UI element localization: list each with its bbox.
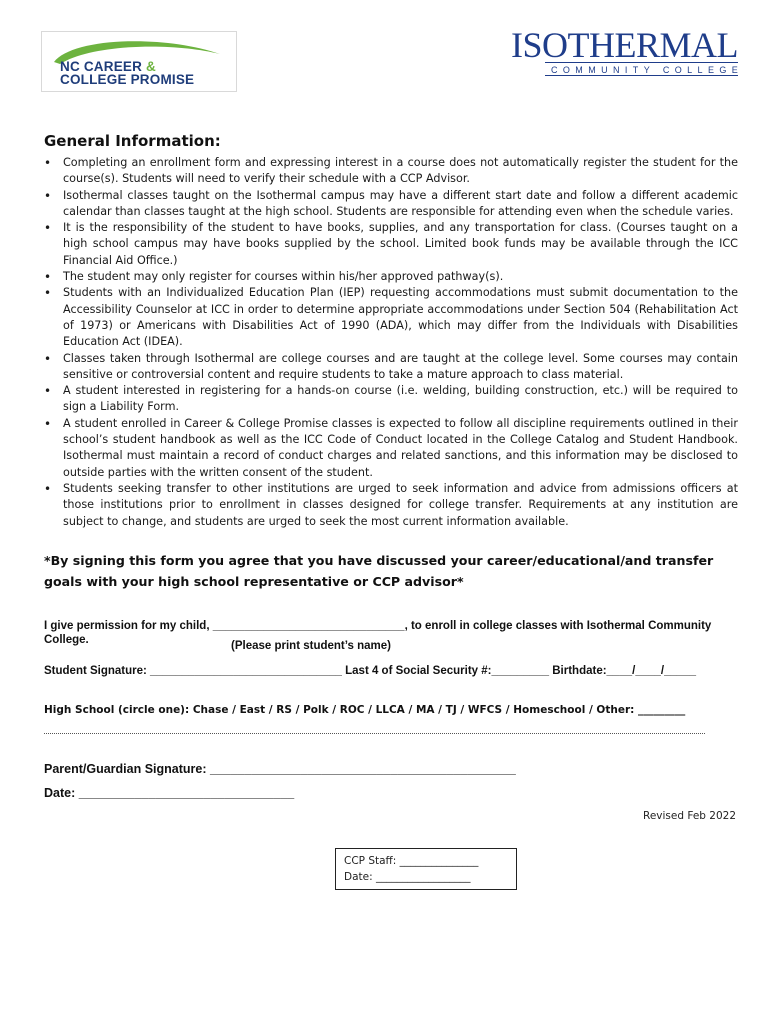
list-item: • Students seeking transfer to other institutions are urged to seek information and advice from admissions officers at those institutions prior to enrollment in classes designed for college transfer. Requirements at any institution are subject to change, and students are urged to seek the most current information available. — [44, 481, 738, 530]
isothermal-logo-name: ISOTHERMAL — [511, 25, 738, 65]
print-name-hint: (Please print student’s name) — [231, 640, 391, 652]
general-info-list — [44, 155, 738, 530]
staff-date-field[interactable]: Date: __________________ — [344, 871, 471, 883]
student-signature-field[interactable]: Student Signature: ______________________________ Last 4 of Social Security #:_________ Birthdate:____/____/_____ — [44, 665, 697, 677]
list-item: • It is the responsibility of the student to have books, supplies, and any transportation for class. (Courses taught on a high school campus may have books supplied by the school. Limited book funds may be available through the ICC Financial Aid Office.) — [44, 220, 738, 269]
divider — [44, 733, 705, 734]
list-item: • A student enrolled in Career & College Promise classes is expected to follow all discipline requirements outlined in their school’s student handbook as well as the ICC Code of Conduct located in the College Catalog and Student Handbook. Isothermal must maintain a record of conduct charges and related sanctions, and this information may be disclosed to outside parties with the written consent of the student. — [44, 416, 738, 481]
ccp-logo-line2: COLLEGE PROMISE — [60, 72, 195, 87]
isothermal-logo-subtitle: COMMUNITY COLLEGE — [551, 65, 744, 75]
date-field[interactable]: Date: _______________________________ — [44, 786, 295, 800]
permission-field-cont: College. — [44, 634, 89, 646]
staff-box — [335, 848, 517, 890]
list-item: • Students with an Individualized Education Plan (IEP) requesting accommodations must submit documentation to the Accessibility Counselor at ICC in order to determine appropriate accommodations under Section 504 (Rehabilitation Act of 1973) or Americans with Disabilities Act of 1990 (ADA), which may differ from the Individuals with Disabilities Education Act (IDEA). — [44, 285, 738, 350]
section-heading: General Information: — [44, 132, 221, 150]
list-item: • Classes taken through Isothermal are college courses and are taught at the college level. Some courses may contain sensitive or controversial content and require students to take a mature approach to class material. — [44, 351, 738, 384]
list-item: • The student may only register for courses within his/her approved pathway(s). — [44, 269, 738, 285]
agreement-statement: *By signing this form you agree that you have discussed your career/educational/and transfer goals with your high school representative or CCP advisor* — [44, 553, 714, 589]
parent-signature-field[interactable]: Parent/Guardian Signature: ____________________________________________ — [44, 762, 516, 776]
ccp-logo — [41, 31, 237, 92]
ccp-logo-line1: NC CAREER & — [60, 59, 156, 74]
list-item: • Completing an enrollment form and expressing interest in a course does not automatically register the student for the course(s). Students will need to verify their schedule with a CCP Advisor. — [44, 155, 738, 188]
list-item: • A student interested in registering for a hands-on course (i.e. welding, building construction, etc.) will be required to sign a Liability Form. — [44, 383, 738, 416]
revision-date: Revised Feb 2022 — [643, 810, 736, 822]
high-school-field[interactable]: High School (circle one): Chase / East / RS / Polk / ROC / LLCA / MA / TJ / WFCS / Homeschool / Other: _________ — [44, 704, 686, 716]
list-item: • Isothermal classes taught on the Isothermal campus may have a different start date and follow a different academic calendar than classes taught at the high school. Students are responsible for attending even when the schedule varies. — [44, 188, 738, 221]
permission-field[interactable]: I give permission for my child, ______________________________, to enroll in college classes with Isothermal Community — [44, 620, 712, 632]
ccp-staff-field[interactable]: CCP Staff: _______________ — [344, 855, 479, 867]
